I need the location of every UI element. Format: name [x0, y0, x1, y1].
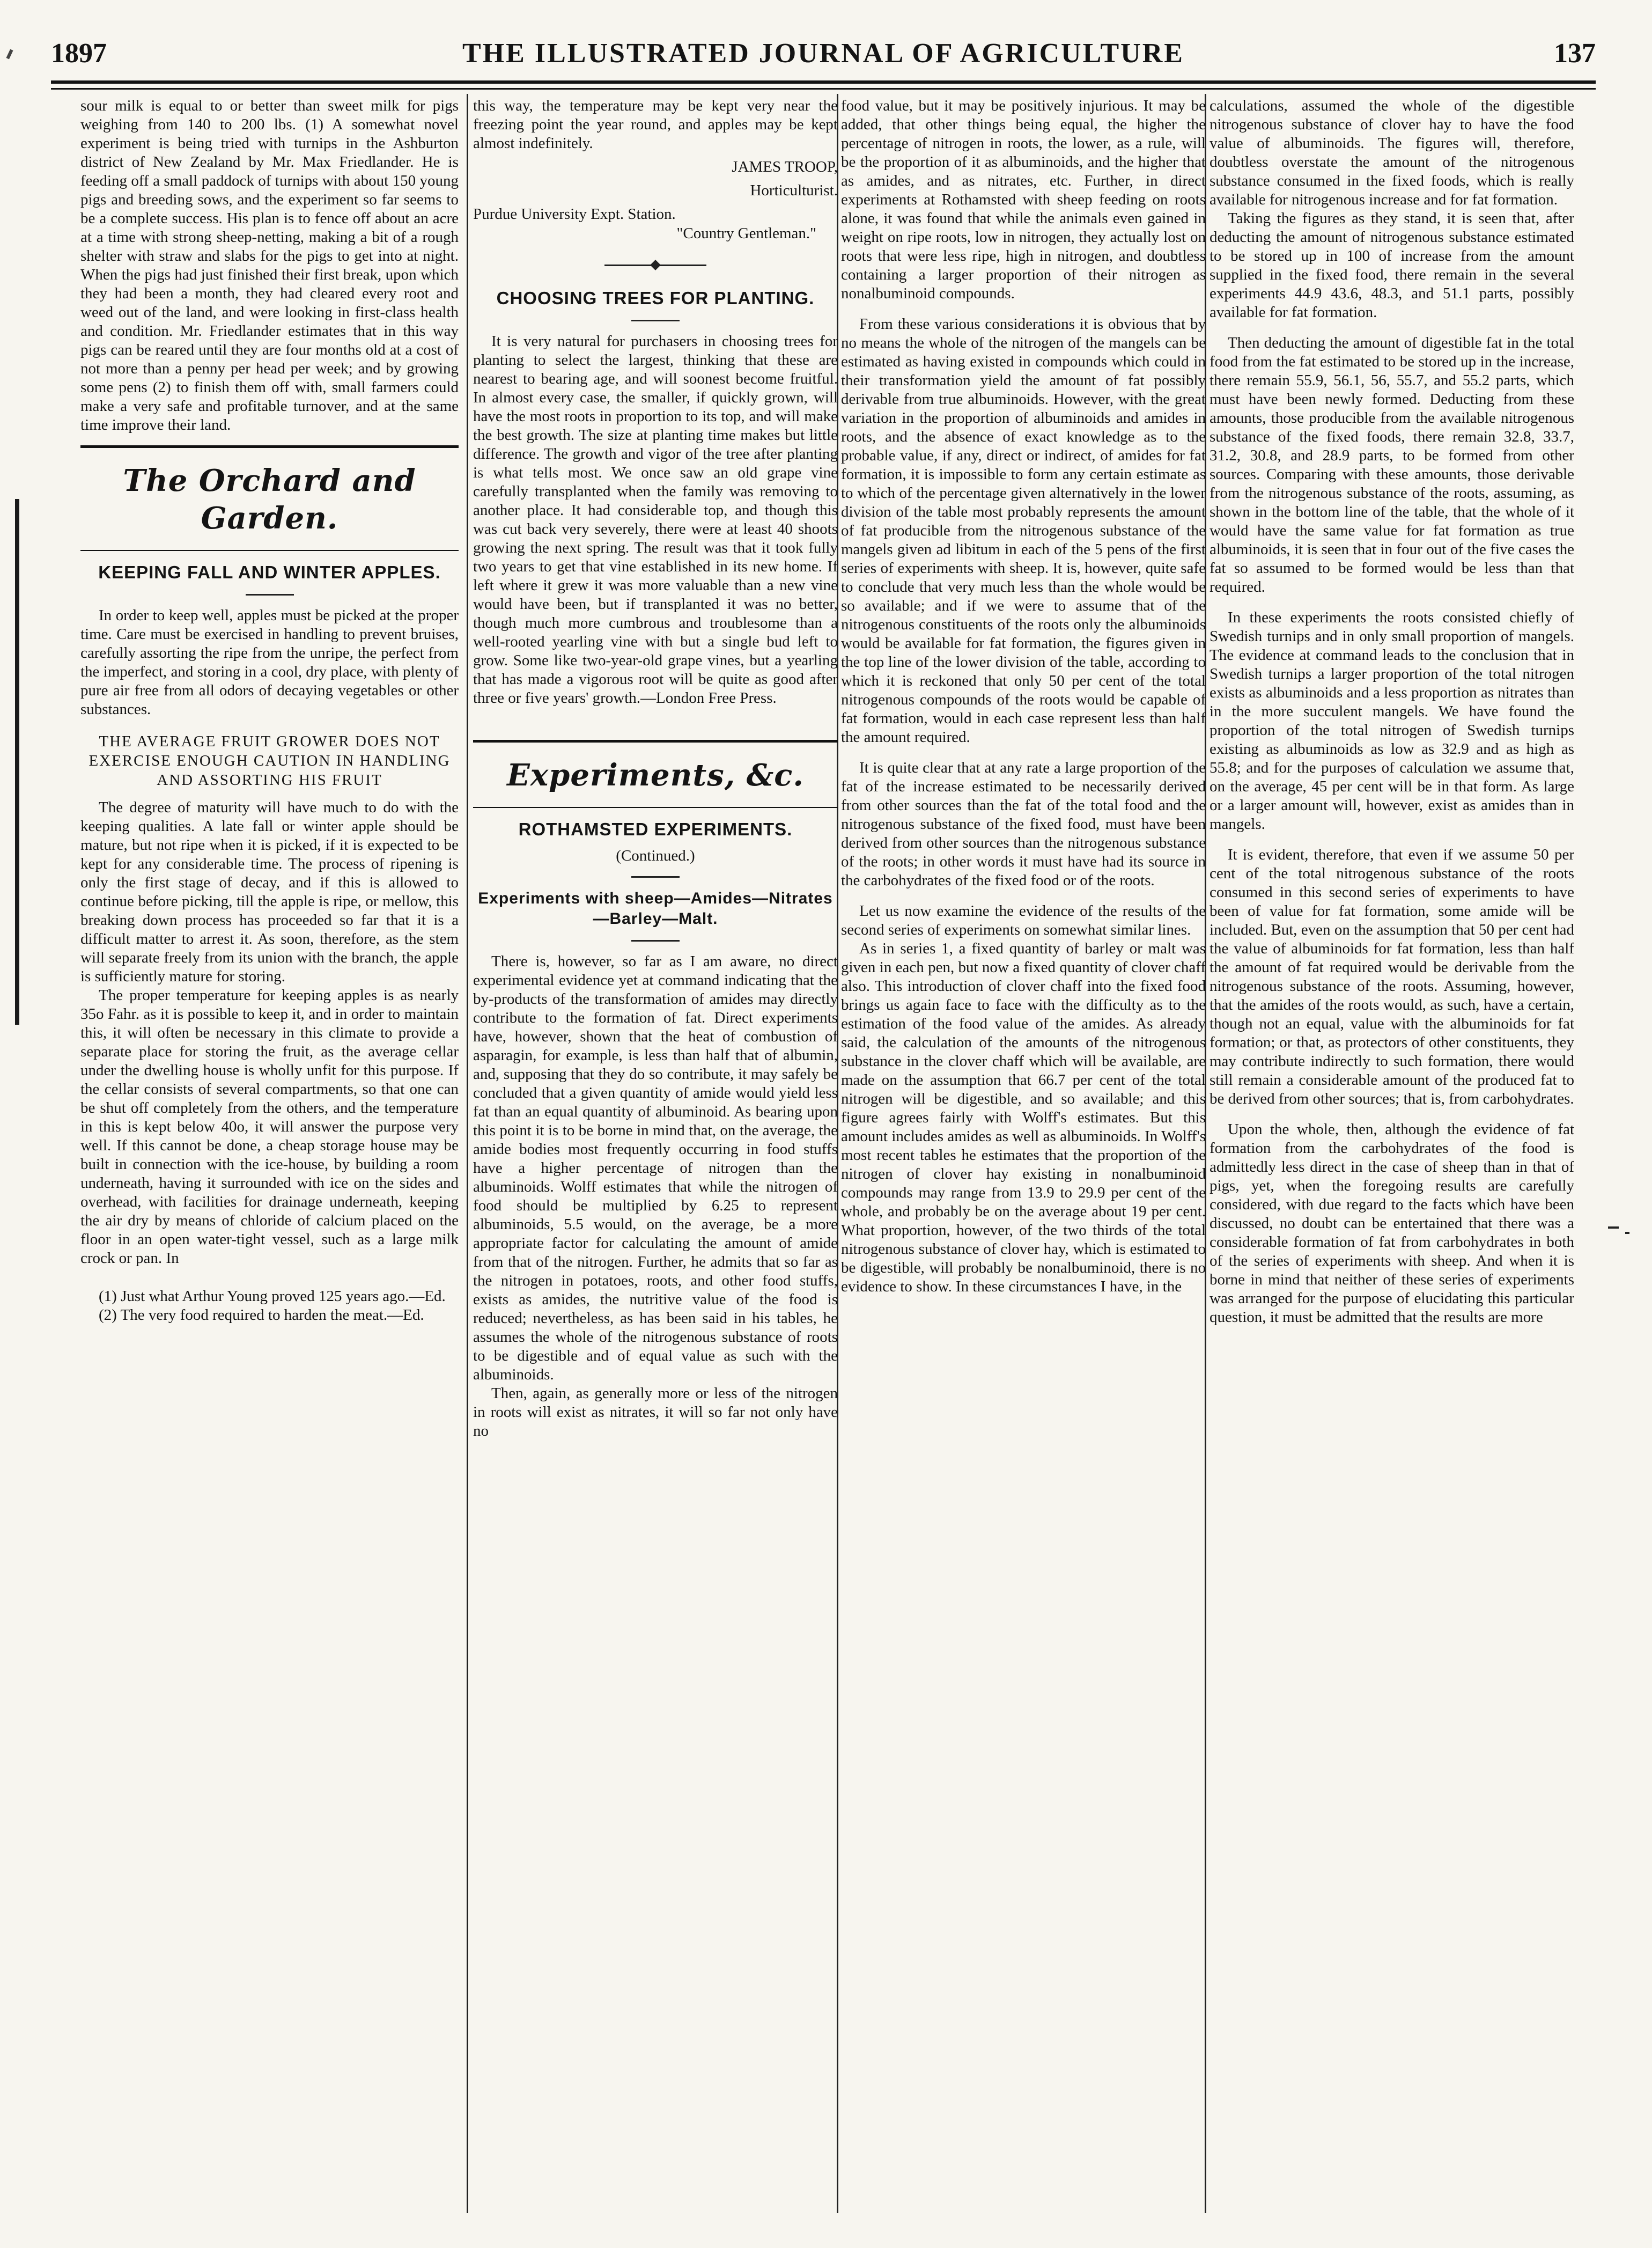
paragraph: It is evident, therefore, that even if we assume 50 per cent of the total nitrogenous substance of the roots consumed in this second series of experiments to have been of value for fat formation, some amide will be included. But, even on the assumption that 50 per cent had the value of albuminoids for fat formation, less than half the amount of fat required would be derivable from the nitrogenous substance of the roots. Assuming, however, that the amides of the roots would, as such, have a certain, though not an equal, value with the albuminoids for fat formation; or that, as protectors of other constituents, they may contribute indirectly to such formation, there would still remain a considerable amount of the produced fat to be derived from other sources; that is, from carbohydrates.: [1210, 846, 1574, 1107]
scan-mark: [6, 49, 13, 60]
section-rule: [80, 445, 459, 448]
journal-title: THE ILLUSTRATED JOURNAL OF AGRICULTURE: [462, 38, 1184, 69]
paragraph: Let us now examine the evidence of the results of the second series of experiments on somewhat similar lines.: [841, 902, 1206, 938]
section-title: The Orchard and Garden.: [123, 463, 416, 536]
column-divider: [467, 94, 468, 2213]
paragraph: sour milk is equal to or better than sweet milk for pigs weighing from 140 to 200 lbs. (1) A somewhat novel experiment is being tried with turnips in the Ashburton district of New Zealand by Mr. Max Friedlander. He is feeding off a small paddock of turnips with about 150 young pigs and breeding sows, and the experiment so far seems to be a complete success. His plan is to fence off about an acre at a time with strong sheep-netting, making a bit of a rough shelter with straw and slabs for the pigs to get into at night. When the pigs had just finished their first break, upon which they had been a month, they had cleared every root and weed out of the land, and were looking in first-class health and condition. Mr. Friedlander estimates that in this way pigs can be reared until they are four months old at a cost of not more than a penny per head per week; and by growing some pens (2) to finish them off with, small farmers could make a very safe and profitable turnover, and at the same time improve their land.: [80, 97, 459, 434]
page-number: 137: [1554, 38, 1596, 69]
title-rule: [631, 876, 680, 878]
section-title: Experiments, &c.: [507, 758, 804, 793]
paragraph: From these various considerations it is obvious that by no means the whole of the nitrogen of the mangels can be estimated as having existed in compounds which could in their transformation yield the amount of fat possibly derivable from true albuminoids. However, with the great variation in the proportion of albuminoids and amides in roots, and the absence of exact knowledge as to the probable value, if any, direct or indirect, of amides for fat formation, it is impossible to form any certain estimate as to which of the percentage given alternatively in the lower division of the table most probably represents the amount of fat producible from the nitrogenous substance of the mangels given ad libitum in each of the 5 pens of the first series of experiments with sheep. It is, however, quite safe to conclude that very much less than the whole would be so available; and if we were to assume that of the nitrogenous constituents of the roots only the albuminoids would be available for fat formation, the figures given in the top line of the lower division of the table, according to which it is reckoned that only 50 per cent of the total nitrogenous compounds of the roots would be capable of fat formation, would in each case represent less than half the amount required.: [841, 315, 1206, 746]
paragraph: Upon the whole, then, although the evidence of fat formation from the carbohydrates of the food is admittedly less direct in the case of sheep than in that of pigs, yet, when the foregoing results are carefully considered, with due regard to the facts which have been discussed, no doubt can be entertained that there was a considerable formation of fat from carbohydrates in both of the series of experiments with sheep. And when it is borne in mind that neither of these series of experiments was arranged for the purpose of elucidating this particular question, it must be admitted that the results are more: [1210, 1121, 1574, 1326]
paragraph: The degree of maturity will have much to do with the keeping qualities. A late fall or winter apple should be mature, but not ripe when it is picked, if it is expected to be kept for any considerable time. The process of ripening is only the first stage of decay, and if this is allowed to continue before picking, till the apple is ripe, or mellow, this breaking down process has proceeded so far that it is a difficult matter to arrest it. As soon, therefore, as the stem will separate freely from its union with the branch, the apple is sufficiently mature for storing.: [80, 799, 459, 985]
column-2: [473, 97, 838, 2227]
section-rule: [80, 550, 459, 551]
article-title: CHOOSING TREES FOR PLANTING.: [496, 288, 815, 308]
paragraph: As in series 1, a fixed quantity of barley or malt was given in each pen, but now a fixed quantity of clover chaff also. This introduction of clover chaff into the fixed food brings us again face to face with the difficulty as to the estimation of the food value of the amides. As already said, the calculation of the amounts of the nitrogenous substance in the clover chaff which will be available, are made on the assumption that 66.7 per cent of the total nitrogen will be digestible, and so available; and this figure agrees fairly with Wolff's estimates. But this amount includes amides as well as albuminoids. In Wolff's most recent tables he estimates that the proportion of the nitrogen of clover hay existing in nonalbuminoid compounds may range from 13.9 to 29.9 per cent of the whole, and probably be on the average about 19 per cent. What proportion, however, of the two thirds of the total nitrogenous substance of clover hay, which is estimated to be digestible, will probably be nonalbuminoid, there is no evidence to show. In these circumstances I have, in the: [841, 940, 1206, 1295]
margin-bar: [15, 499, 19, 1025]
paragraph: food value, but it may be positively injurious. It may be added, that other things being equal, the higher the percentage of nitrogen in roots, the lower, as a rule, will be the proportion of it as albuminoids, and the higher that as amides, and as nitrates, etc. Further, in direct experiments at Rothamsted with sheep feeding on roots alone, it was found that while the animals even gained in weight on ripe roots, low in nitrogen, they actually lost on roots that were less ripe, high in nitrogen, and doubtless containing a larger proportion of their nitrogen as nonalbuminoid compounds.: [841, 97, 1206, 302]
paragraph: It is quite clear that at any rate a large proportion of the fat of the increase estimated to be necessarily derived from other sources than the fat of the total food and the nitrogenous substance of the fixed food, must have been derived from other sources than the nitrogenous substance of the roots; in other words it must have had its source in the carbohydrates of the fixed food or of the roots.: [841, 759, 1206, 889]
footnotes: [80, 1287, 459, 1325]
paragraph: calculations, assumed the whole of the digestible nitrogenous substance of clover hay to have the food value of albuminoids. The figures will, therefore, doubtless overstate the amount of the nitrogenous substance consumed in the fixed foods, which is really available for nitrogenous increase and for fat formation.: [1210, 97, 1574, 208]
paragraph: It is very natural for purchasers in choosing trees for planting to select the largest, thinking that these are nearest to bearing age, and will soonest become fruitful. In almost every case, the smaller, if quickly grown, will have the most roots in proportion to its top, and will make the best growth. The size at planting time makes but little difference. The growth and vigor of the tree after planting is what tells most. We once saw an old grape vine carefully transplanted when the family was removing to another place. It had considerable top, and though this was cut back very severely, there were at least 40 shoots growing the next spring. The result was that it took fully two years to get that vine established in its new home. If left where it grew it was more valuable than a new vine would have been, but if transplanted it was no better, though much more cumbrous and troublesome than a well-rooted yearling vine with but a single bud left to grow. Some like two-year-old grape vines, but a yearling that has made a vigorous root will be quite as good after three or five years' growth.—London Free Press.: [473, 333, 838, 707]
paragraph: In order to keep well, apples must be picked at the proper time. Care must be exercised in handling to prevent bruises, carefully assorting the ripe from the unripe, the perfect from the imperfect, and storing in a cool, dry place, with plenty of pure air free from all odors of decaying vegetables or other substances.: [80, 607, 459, 718]
section-rule: [473, 740, 838, 743]
paragraph: There is, however, so far as I am aware, no direct experimental evidence yet at command indicating that the by-products of the transformation of amides may directly contribute to the formation of fat. Direct experiments have, however, shown that the heat of combustion of asparagin, for example, is less than half that of albumin, and, supposing that they do so contribute, it may safely be concluded that a given quantity of amide would yield less fat than an equal quantity of albuminoid. As bearing upon this point it is to be borne in mind that, on the average, the amide bodies most frequently occurring in food stuffs have a higher percentage of nitrogen than the albuminoids. Wolff estimates that while the nitrogen of food should be multiplied by 6.25 to represent albuminoids, 5.5 would, on the average, be a more appropriate factor for calculating the amount of amide from that of the nitrogen. Further, he admits that so far as the nitrogen in potatoes, roots, and other food stuffs, exists as amides, the nutritive value of the food is reduced; nevertheless, as has been said in his tables, he assumes the whole of the nitrogenous substance of roots to be digestible and of equal value as such with the albuminoids.: [473, 953, 838, 1383]
title-rule: [631, 940, 680, 942]
column-3: [841, 97, 1206, 2227]
column-1: [80, 97, 459, 2227]
header-year: 1897: [51, 38, 107, 69]
article-subtitle: Experiments with sheep—Amides—Nitrates—Barley—Malt.: [478, 890, 833, 928]
header-rule: [51, 80, 1596, 84]
signature-source: "Country Gentleman.": [676, 225, 816, 242]
article-title: ROTHAMSTED EXPERIMENTS.: [518, 819, 793, 839]
section-rule: [473, 807, 838, 808]
title-rule: [246, 594, 294, 596]
footnote: (1) Just what Arthur Young proved 125 years ago.—Ed.: [99, 1288, 446, 1305]
article-title: KEEPING FALL AND WINTER APPLES.: [98, 562, 441, 582]
header-rule-thin: [51, 88, 1596, 90]
page-header: [51, 38, 1596, 86]
ornament-divider: [604, 265, 706, 266]
footnote: (2) The very food required to harden the meat.—Ed.: [99, 1306, 424, 1324]
signature-name: JAMES TROOP,: [732, 158, 838, 175]
paragraph: Then, again, as generally more or less of the nitrogen in roots will exist as nitrates, it will so far not only have no: [473, 1385, 838, 1439]
paragraph: this way, the temperature may be kept very near the freezing point the year round, and apples may be kept almost indefinitely.: [473, 97, 838, 152]
paragraph: Taking the figures as they stand, it is seen that, after deducting the amount of nitrogenous substance estimated to be stored up in 100 of increase from the amount supplied in the fixed food, there remain in the several experiments 44.9 43.6, 48.3, and 51.1 parts, possibly available for fat formation.: [1210, 210, 1574, 321]
paragraph: Then deducting the amount of digestible fat in the total food from the fat estimated to be stored up in the increase, there remain 55.9, 56.1, 56, 55.7, and 55.2 parts, which must have been newly formed. Deducting from these amounts, those producible from the available nitrogenous substance of the fixed foods, there remain 32.8, 33.7, 31.2, 30.8, and 28.9 parts, to be formed from other sources. Comparing with these amounts, those derivable from the nitrogenous substance of the roots, assuming, as shown in the bottom line of the table, that the whole of it would have the same value for fat formation as true albuminoids, it is seen that in four out of the five cases the fat so assumed to be formed would be less than that required.: [1210, 334, 1574, 596]
margin-dash: [1608, 1226, 1619, 1229]
title-rule: [631, 320, 680, 321]
article-continued: (Continued.): [616, 847, 695, 864]
paragraph: The proper temperature for keeping apples is as nearly 35o Fahr. as it is possible to keep it, and in order to maintain this, it will often be necessary in this climate to provide a separate place for storing the fruit, as the average cellar under the dwelling house is wholly unfit for this purpose. If the cellar consists of several compartments, so that one can be shut off completely from the others, and the temperature in this is kept below 40o, it will answer the purpose very well. If this cannot be done, a cheap storage house may be built in connection with the ice-house, by building a room underneath, having it surrounded with ice on the sides and overhead, with facilities for drainage underneath, keeping the air dry by means of chloride of calcium placed on the floor in an open water-tight vessel, such as a large milk crock or pan. In: [80, 987, 459, 1267]
column-4: [1210, 97, 1574, 2227]
signature-role: Horticulturist.: [750, 182, 838, 199]
paragraph: In these experiments the roots consisted chiefly of Swedish turnips and in only small proportion of mangels. The evidence at command leads to the conclusion that in Swedish turnips a larger proportion of the total nitrogen exists as albuminoids and a less proportion as nitrates than in the more succulent mangels. We have found the proportion of the total nitrogen of Swedish turnips existing as albuminoids as low as 32.9 and as high as 55.8; and for the purposes of calculation we assume that, on the average, 45 per cent will be in that form. As large or a larger amount will, however, exist as amides than in mangels.: [1210, 609, 1574, 833]
signature-place: Purdue University Expt. Station.: [473, 205, 676, 223]
subheading: THE AVERAGE FRUIT GROWER DOES NOT EXERCISE ENOUGH CAUTION IN HANDLING AND ASSORTING HIS FRUIT: [88, 733, 451, 789]
margin-dash: [1625, 1232, 1629, 1234]
